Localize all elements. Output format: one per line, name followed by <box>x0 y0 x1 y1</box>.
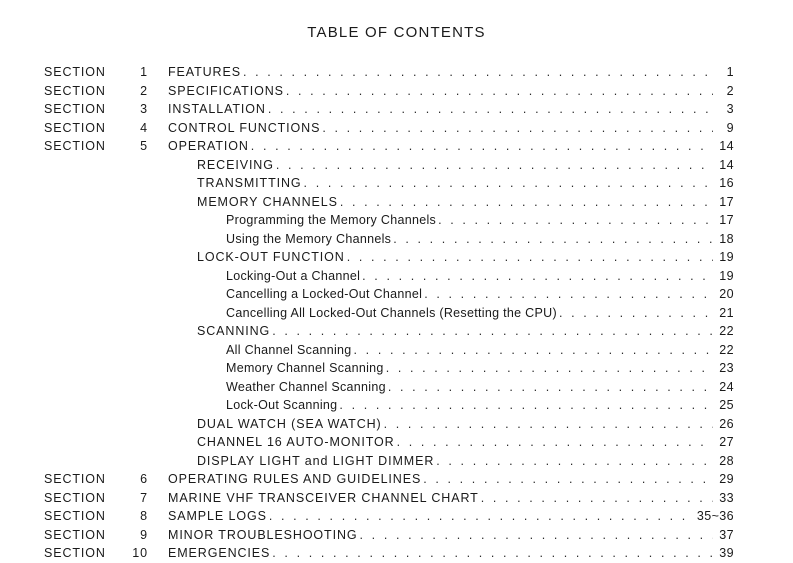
section-number: 9 <box>140 527 148 542</box>
table-of-contents <box>44 63 734 563</box>
toc-entry <box>168 137 734 156</box>
section-label: SECTION <box>44 102 106 116</box>
toc-entry <box>226 285 734 304</box>
dot-leader <box>347 248 713 267</box>
toc-entry <box>197 174 734 193</box>
entry-title: All Channel Scanning <box>226 341 354 360</box>
page-number: 26 <box>719 416 734 431</box>
dot-leader <box>243 63 713 82</box>
entry-title: Cancelling a Locked-Out Channel <box>226 285 424 304</box>
toc-entry <box>197 156 734 175</box>
entry-title: DUAL WATCH (SEA WATCH) <box>197 415 384 434</box>
toc-row <box>44 322 734 341</box>
toc-row <box>44 82 734 101</box>
toc-entry <box>197 248 734 267</box>
page-number: 29 <box>719 472 734 486</box>
entry-title: Using the Memory Channels <box>226 230 393 249</box>
entry-title: SPECIFICATIONS <box>168 82 286 101</box>
dot-leader <box>436 452 713 471</box>
section-number: 7 <box>140 490 148 505</box>
dot-leader <box>481 489 713 508</box>
toc-entry <box>168 82 734 101</box>
entry-title: Locking-Out a Channel <box>226 267 362 286</box>
toc-entry <box>168 526 734 545</box>
toc-row <box>44 507 734 526</box>
toc-entry <box>226 396 734 415</box>
entry-title: OPERATING RULES AND GUIDELINES <box>168 470 423 489</box>
dot-leader <box>393 230 713 249</box>
page-number: 24 <box>719 379 734 394</box>
dot-leader <box>272 544 713 563</box>
dot-leader <box>276 156 713 175</box>
entry-title: Lock-Out Scanning <box>226 396 339 415</box>
section-number: 3 <box>140 102 148 116</box>
toc-entry <box>197 433 734 452</box>
toc-row <box>44 415 734 434</box>
page-number: 20 <box>719 287 734 301</box>
entry-title: MARINE VHF TRANSCEIVER CHANNEL CHART <box>168 489 481 508</box>
toc-entry <box>226 304 734 323</box>
toc-row <box>44 341 734 360</box>
toc-row <box>44 230 734 249</box>
page-number: 28 <box>719 453 734 468</box>
section-label: SECTION <box>44 83 106 98</box>
entry-title: RECEIVING <box>197 156 276 175</box>
section-number: 2 <box>140 83 148 98</box>
entry-title: INSTALLATION <box>168 100 268 119</box>
toc-row <box>44 267 734 286</box>
page-number: 19 <box>719 250 734 264</box>
toc-row <box>44 526 734 545</box>
section-number: 1 <box>140 65 148 79</box>
dot-leader <box>304 174 713 193</box>
page-number: 14 <box>719 139 734 153</box>
page-number: 16 <box>719 176 734 190</box>
section-label: SECTION <box>44 509 106 523</box>
page-number: 27 <box>719 435 734 449</box>
page-number: 33 <box>719 490 734 505</box>
entry-title: EMERGENCIES <box>168 544 272 563</box>
section-number: 6 <box>140 472 148 486</box>
entry-title: SAMPLE LOGS <box>168 507 269 526</box>
entry-title: FEATURES <box>168 63 243 82</box>
toc-row <box>44 63 734 82</box>
section-number: 4 <box>140 120 148 135</box>
toc-row <box>44 544 734 563</box>
toc-entry <box>197 193 734 212</box>
dot-leader <box>251 137 713 156</box>
toc-entry <box>168 489 734 508</box>
dot-leader <box>268 100 713 119</box>
toc-row <box>44 137 734 156</box>
toc-row <box>44 248 734 267</box>
page-number: 3 <box>726 102 734 116</box>
page-number: 25 <box>719 398 734 412</box>
section-label: SECTION <box>44 472 106 486</box>
page-number: 9 <box>726 120 734 135</box>
toc-entry <box>226 267 734 286</box>
toc-row <box>44 489 734 508</box>
section-label: SECTION <box>44 139 106 153</box>
page-number: 39 <box>719 546 734 560</box>
page-number: 17 <box>719 194 734 209</box>
section-label: SECTION <box>44 527 106 542</box>
toc-entry <box>168 63 734 82</box>
section-number: 10 <box>132 546 148 560</box>
toc-entry <box>197 415 734 434</box>
toc-row <box>44 211 734 230</box>
page-number: 21 <box>719 305 734 320</box>
entry-title: TRANSMITTING <box>197 174 304 193</box>
toc-row <box>44 174 734 193</box>
page-number: 19 <box>719 268 734 283</box>
toc-entry <box>226 341 734 360</box>
entry-title: Memory Channel Scanning <box>226 359 386 378</box>
toc-row <box>44 119 734 138</box>
dot-leader <box>354 341 713 360</box>
dot-leader <box>322 119 713 138</box>
toc-entry <box>197 322 734 341</box>
entry-title: LOCK-OUT FUNCTION <box>197 248 347 267</box>
toc-row <box>44 470 734 489</box>
toc-entry <box>226 230 734 249</box>
entry-title: Programming the Memory Channels <box>226 211 438 230</box>
page-number: 23 <box>719 361 734 375</box>
section-label: SECTION <box>44 490 106 505</box>
section-number: 5 <box>140 139 148 153</box>
toc-entry <box>226 359 734 378</box>
toc-entry <box>197 452 734 471</box>
entry-title: MINOR TROUBLESHOOTING <box>168 526 360 545</box>
page-number: 37 <box>719 527 734 542</box>
toc-row <box>44 433 734 452</box>
page-number: 2 <box>726 83 734 98</box>
entry-title: Cancelling All Locked-Out Channels (Resetting the CPU) <box>226 304 559 323</box>
entry-title: DISPLAY LIGHT and LIGHT DIMMER <box>197 452 436 471</box>
page-number: 35~36 <box>696 509 734 523</box>
dot-leader <box>423 470 713 489</box>
toc-entry <box>168 470 734 489</box>
toc-entry <box>168 507 734 526</box>
toc-row <box>44 193 734 212</box>
dot-leader <box>360 526 713 545</box>
toc-row <box>44 304 734 323</box>
entry-title: OPERATION <box>168 137 251 156</box>
entry-title: SCANNING <box>197 322 272 341</box>
dot-leader <box>559 304 713 323</box>
dot-leader <box>340 193 713 212</box>
entry-title: Weather Channel Scanning <box>226 378 388 397</box>
dot-leader <box>386 359 713 378</box>
page-number: 14 <box>719 157 734 172</box>
toc-entry <box>168 544 734 563</box>
section-label: SECTION <box>44 120 106 135</box>
page-number: 22 <box>719 342 734 357</box>
toc-entry <box>168 119 734 138</box>
toc-row <box>44 285 734 304</box>
toc-row <box>44 396 734 415</box>
dot-leader <box>339 396 713 415</box>
entry-title: CHANNEL 16 AUTO-MONITOR <box>197 433 397 452</box>
page-number: 18 <box>719 231 734 246</box>
page-number: 17 <box>719 213 734 227</box>
dot-leader <box>272 322 713 341</box>
dot-leader <box>269 507 694 526</box>
entry-title: CONTROL FUNCTIONS <box>168 119 322 138</box>
dot-leader <box>384 415 713 434</box>
toc-row <box>44 452 734 471</box>
toc-row <box>44 359 734 378</box>
page-number: 1 <box>726 65 734 79</box>
section-label: SECTION <box>44 65 106 79</box>
toc-entry <box>168 100 734 119</box>
section-number: 8 <box>140 509 148 523</box>
toc-entry <box>226 211 734 230</box>
entry-title: MEMORY CHANNELS <box>197 193 340 212</box>
dot-leader <box>388 378 713 397</box>
dot-leader <box>397 433 713 452</box>
toc-row <box>44 100 734 119</box>
page-number: 22 <box>719 324 734 338</box>
dot-leader <box>438 211 713 230</box>
section-label: SECTION <box>44 546 106 560</box>
toc-row <box>44 156 734 175</box>
dot-leader <box>362 267 713 286</box>
toc-entry <box>226 378 734 397</box>
dot-leader <box>424 285 713 304</box>
page-title: TABLE OF CONTENTS <box>307 24 486 41</box>
toc-row <box>44 378 734 397</box>
dot-leader <box>286 82 713 101</box>
